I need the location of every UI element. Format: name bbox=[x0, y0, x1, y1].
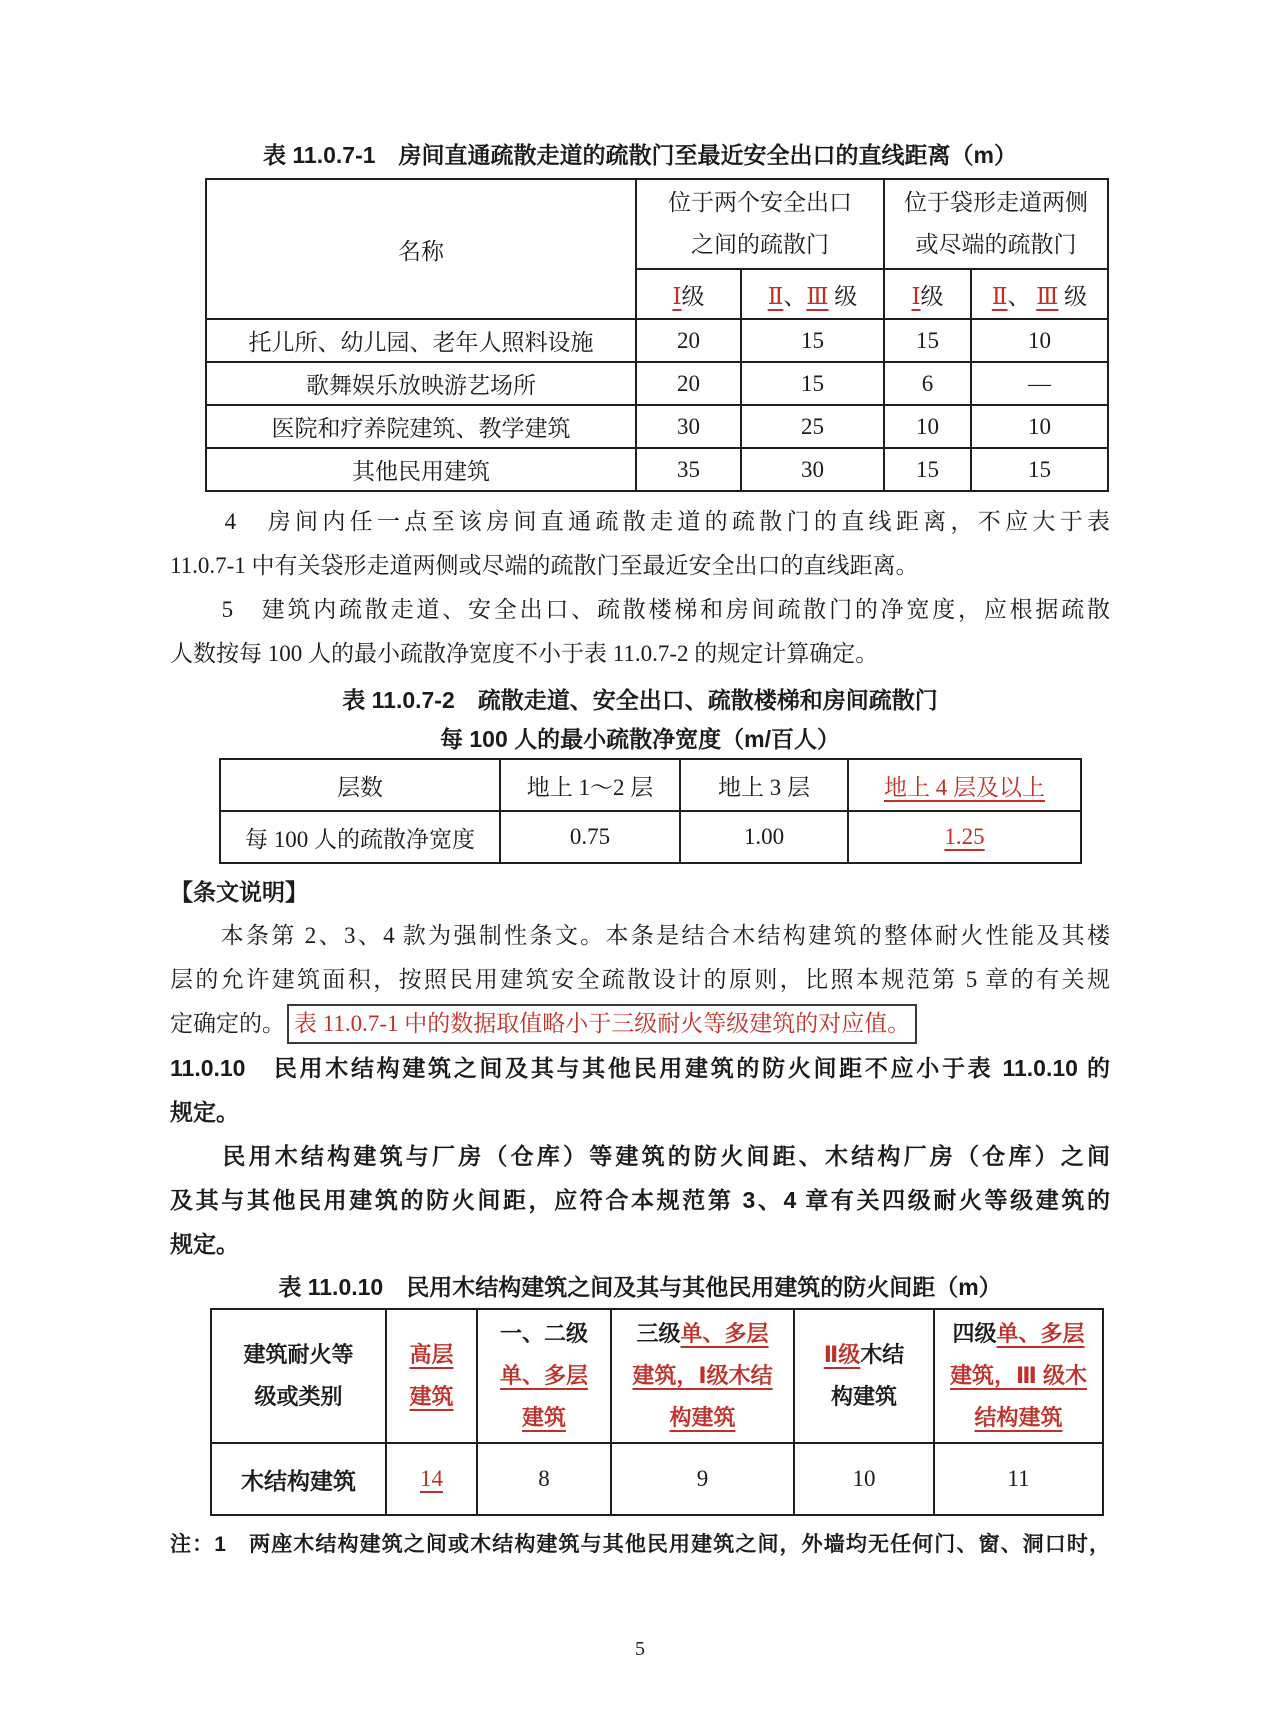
text-run: 单、多层 bbox=[680, 1321, 769, 1346]
table2-title-line1: 表 11.0.7-2 疏散走道、安全出口、疏散楼梯和房间疏散门 bbox=[342, 687, 938, 713]
table2-header-floor1-2: 地上 1～2 层 bbox=[500, 759, 680, 811]
table1-row-name: 其他民用建筑 bbox=[206, 448, 636, 491]
table3-header-category-line2 bbox=[216, 1376, 381, 1418]
text-run: 木结 bbox=[860, 1342, 905, 1367]
table1-cell: 35 bbox=[636, 448, 741, 491]
table2-header-floor4plus bbox=[848, 759, 1081, 811]
table2-title-line2: 每 100 人的最小疏散净宽度（m/百人） bbox=[440, 726, 840, 752]
table1-row-hospital bbox=[206, 405, 1108, 448]
table1-subheader-grade1b bbox=[884, 269, 971, 319]
table3-header-grade12-line3 bbox=[482, 1397, 606, 1439]
table3-header-category-line1 bbox=[216, 1334, 381, 1376]
table1-title: 表 11.0.7-1 房间直通疏散走道的疏散门至最近安全出口的直线距离（m） bbox=[263, 142, 1017, 168]
table1-row-name: 托儿所、幼儿园、老年人照料设施 bbox=[206, 319, 636, 362]
page-number: 5 bbox=[635, 1638, 645, 1660]
table1-cell: 30 bbox=[636, 405, 741, 448]
paragraph-5-line2: 人数按每 100 人的最小疏散净宽度不小于表 11.0.7-2 的规定计算确定。 bbox=[170, 641, 879, 666]
table1-subheader-grade23b bbox=[971, 269, 1108, 319]
table2-header-row bbox=[220, 759, 1081, 811]
table2-header-floor3: 地上 3 层 bbox=[680, 759, 848, 811]
table1-header-group2-line2: 或尽端的疏散门 bbox=[915, 232, 1077, 257]
table3-row-label: 木结构建筑 bbox=[211, 1443, 386, 1515]
table1-cell: 10 bbox=[971, 405, 1108, 448]
table1-header-group2-line1: 位于袋形走道两侧 bbox=[904, 190, 1088, 215]
table1-row-entertainment bbox=[206, 362, 1108, 405]
table3-header-grade2-wood-line2 bbox=[799, 1376, 929, 1418]
table1-row-name: 医院和疗养院建筑、教学建筑 bbox=[206, 405, 636, 448]
table1-cell: 30 bbox=[741, 448, 884, 491]
text-run: 级 bbox=[920, 283, 944, 309]
clause-11-0-10-line2: 规定。 bbox=[170, 1099, 239, 1125]
table2-header-floors: 层数 bbox=[220, 759, 500, 811]
table3-cell: 9 bbox=[611, 1443, 794, 1515]
text-run: Ⅱ级 bbox=[823, 1342, 861, 1367]
text-run: 结构建筑 bbox=[974, 1405, 1063, 1430]
text-run: 级 bbox=[1058, 283, 1088, 309]
text-run: 三级 bbox=[636, 1321, 681, 1346]
text-run: Ⅲ bbox=[806, 283, 829, 309]
table3-header-grade4-line3 bbox=[939, 1397, 1098, 1439]
text-run: 建筑 bbox=[409, 1384, 454, 1409]
table1-cell: 10 bbox=[971, 319, 1108, 362]
wood-paragraph-line1: 民用木结构建筑与厂房（仓库）等建筑的防火间距、木结构厂房（仓库）之间 bbox=[170, 1143, 1110, 1169]
table2-cell bbox=[848, 811, 1081, 863]
paragraph-5-line1: 5 建筑内疏散走道、安全出口、疏散楼梯和房间疏散门的净宽度，应根据疏散 bbox=[170, 597, 1110, 622]
commentary-line3-prefix: 定确定的。 bbox=[170, 1011, 285, 1036]
wood-paragraph-line2: 及其与其他民用建筑的防火间距，应符合本规范第 3、4 章有关四级耐火等级建筑的 bbox=[170, 1187, 1110, 1213]
paragraph-4-line2: 11.0.7-1 中有关袋形走道两侧或尽端的疏散门至最近安全出口的直线距离。 bbox=[170, 553, 919, 578]
table3-header-grade3-line3 bbox=[616, 1397, 789, 1439]
table1-header-group1 bbox=[636, 179, 884, 269]
table3-header-category bbox=[211, 1309, 386, 1443]
table-11-0-7-1 bbox=[205, 178, 1109, 492]
table3-header-grade12-line1 bbox=[482, 1313, 606, 1355]
paragraph-4-line1: 4 房间内任一点至该房间直通疏散走道的疏散门的直线距离，不应大于表 bbox=[170, 509, 1110, 534]
table3-header-grade3 bbox=[611, 1309, 794, 1443]
text-run: 建筑，Ⅲ 级木 bbox=[950, 1363, 1087, 1388]
text-run: Ⅰ bbox=[672, 283, 682, 309]
table1-header-group1-line2: 之间的疏散门 bbox=[691, 232, 829, 257]
table3-note: 注：1 两座木结构建筑之间或木结构建筑与其他民用建筑之间，外墙均无任何门、窗、洞口时， bbox=[170, 1533, 1110, 1556]
table3-cell: 8 bbox=[477, 1443, 611, 1515]
table1-subheader-grade1 bbox=[636, 269, 741, 319]
table1-row-other-civil bbox=[206, 448, 1108, 491]
table3-header-grade2-wood bbox=[794, 1309, 934, 1443]
text-run: 建筑 bbox=[521, 1405, 566, 1430]
table3-header-grade4 bbox=[934, 1309, 1103, 1443]
text-run: 单、多层 bbox=[996, 1321, 1085, 1346]
table-11-0-10 bbox=[210, 1308, 1104, 1516]
table1-cell: 25 bbox=[741, 405, 884, 448]
table2-data-row bbox=[220, 811, 1081, 863]
text-run: 建筑，Ⅰ级木结 bbox=[632, 1363, 773, 1388]
table1-cell: 15 bbox=[971, 448, 1108, 491]
commentary-line1: 本条第 2、3、4 款为强制性条文。本条是结合木结构建筑的整体耐火性能及其楼 bbox=[170, 923, 1110, 948]
table1-header-group1-line1: 位于两个安全出口 bbox=[668, 190, 852, 215]
table3-header-grade4-line1 bbox=[939, 1313, 1098, 1355]
wood-paragraph-line3: 规定。 bbox=[170, 1231, 239, 1257]
table1-row-name: 歌舞娱乐放映游艺场所 bbox=[206, 362, 636, 405]
table1-header-name: 名称 bbox=[206, 179, 636, 319]
text-run: 级或类别 bbox=[254, 1384, 343, 1409]
table3-header-grade2-wood-line1 bbox=[799, 1334, 929, 1376]
text-run: 级 bbox=[681, 283, 705, 309]
table3-cell: 10 bbox=[794, 1443, 934, 1515]
table1-cell: 15 bbox=[884, 448, 971, 491]
table3-title: 表 11.0.10 民用木结构建筑之间及其与其他民用建筑的防火间距（m） bbox=[278, 1274, 1002, 1300]
text-run: 14 bbox=[420, 1466, 443, 1491]
table1-header-group2 bbox=[884, 179, 1108, 269]
table3-data-row bbox=[211, 1443, 1103, 1515]
commentary-line2: 层的允许建筑面积，按照民用建筑安全疏散设计的原则，比照本规范第 5 章的有关规 bbox=[170, 967, 1110, 992]
text-run: 、 bbox=[783, 283, 807, 309]
table2-cell: 1.00 bbox=[680, 811, 848, 863]
table1-cell: 20 bbox=[636, 362, 741, 405]
highlighted-red-note: 表 11.0.7-1 中的数据取值略小于三级耐火等级建筑的对应值。 bbox=[287, 1004, 917, 1044]
text-run: 构建筑 bbox=[669, 1405, 736, 1430]
text-run: 、 bbox=[1007, 283, 1037, 309]
text-run: Ⅲ bbox=[1036, 283, 1059, 309]
text-run: Ⅱ bbox=[991, 283, 1008, 309]
text-run: 级 bbox=[828, 283, 858, 309]
table1-row-nursery bbox=[206, 319, 1108, 362]
table3-header-highrise-line1 bbox=[391, 1334, 472, 1376]
text-run: Ⅰ bbox=[911, 283, 921, 309]
table1-cell: 15 bbox=[741, 319, 884, 362]
table3-header-grade12-line2 bbox=[482, 1355, 606, 1397]
text-run: 地上 4 层及以上 bbox=[884, 774, 1045, 800]
table3-header-grade3-line2 bbox=[616, 1355, 789, 1397]
text-run: 单、多层 bbox=[499, 1363, 588, 1388]
table3-header-grade3-line1 bbox=[616, 1313, 789, 1355]
table1-subheader-grade23 bbox=[741, 269, 884, 319]
table-11-0-7-2 bbox=[219, 758, 1082, 864]
table3-cell bbox=[386, 1443, 477, 1515]
text-run: 四级 bbox=[952, 1321, 997, 1346]
text-run: 建筑耐火等 bbox=[243, 1342, 354, 1367]
table3-header-grade12 bbox=[477, 1309, 611, 1443]
commentary-heading: 【条文说明】 bbox=[170, 879, 308, 905]
table1-cell: — bbox=[971, 362, 1108, 405]
table3-header-grade4-line2 bbox=[939, 1355, 1098, 1397]
table2-row-label: 每 100 人的疏散净宽度 bbox=[220, 811, 500, 863]
text-run: 1.25 bbox=[944, 824, 985, 849]
text-run: 高层 bbox=[409, 1342, 454, 1367]
table1-cell: 10 bbox=[884, 405, 971, 448]
table1-cell: 15 bbox=[741, 362, 884, 405]
text-run: 构建筑 bbox=[830, 1384, 897, 1409]
table1-cell: 20 bbox=[636, 319, 741, 362]
table2-cell: 0.75 bbox=[500, 811, 680, 863]
commentary-line3 bbox=[170, 1002, 1110, 1046]
table1-cell: 15 bbox=[884, 319, 971, 362]
table3-header-highrise bbox=[386, 1309, 477, 1443]
table3-header-highrise-line2 bbox=[391, 1376, 472, 1418]
clause-11-0-10-line1: 11.0.10 民用木结构建筑之间及其与其他民用建筑的防火间距不应小于表 11.0.10 的 bbox=[170, 1055, 1110, 1081]
text-run: Ⅱ bbox=[767, 283, 784, 309]
table1-cell: 6 bbox=[884, 362, 971, 405]
table3-header-row bbox=[211, 1309, 1103, 1443]
table1-header-row-groups bbox=[206, 179, 1108, 269]
table3-cell: 11 bbox=[934, 1443, 1103, 1515]
text-run: 一、二级 bbox=[499, 1321, 588, 1346]
